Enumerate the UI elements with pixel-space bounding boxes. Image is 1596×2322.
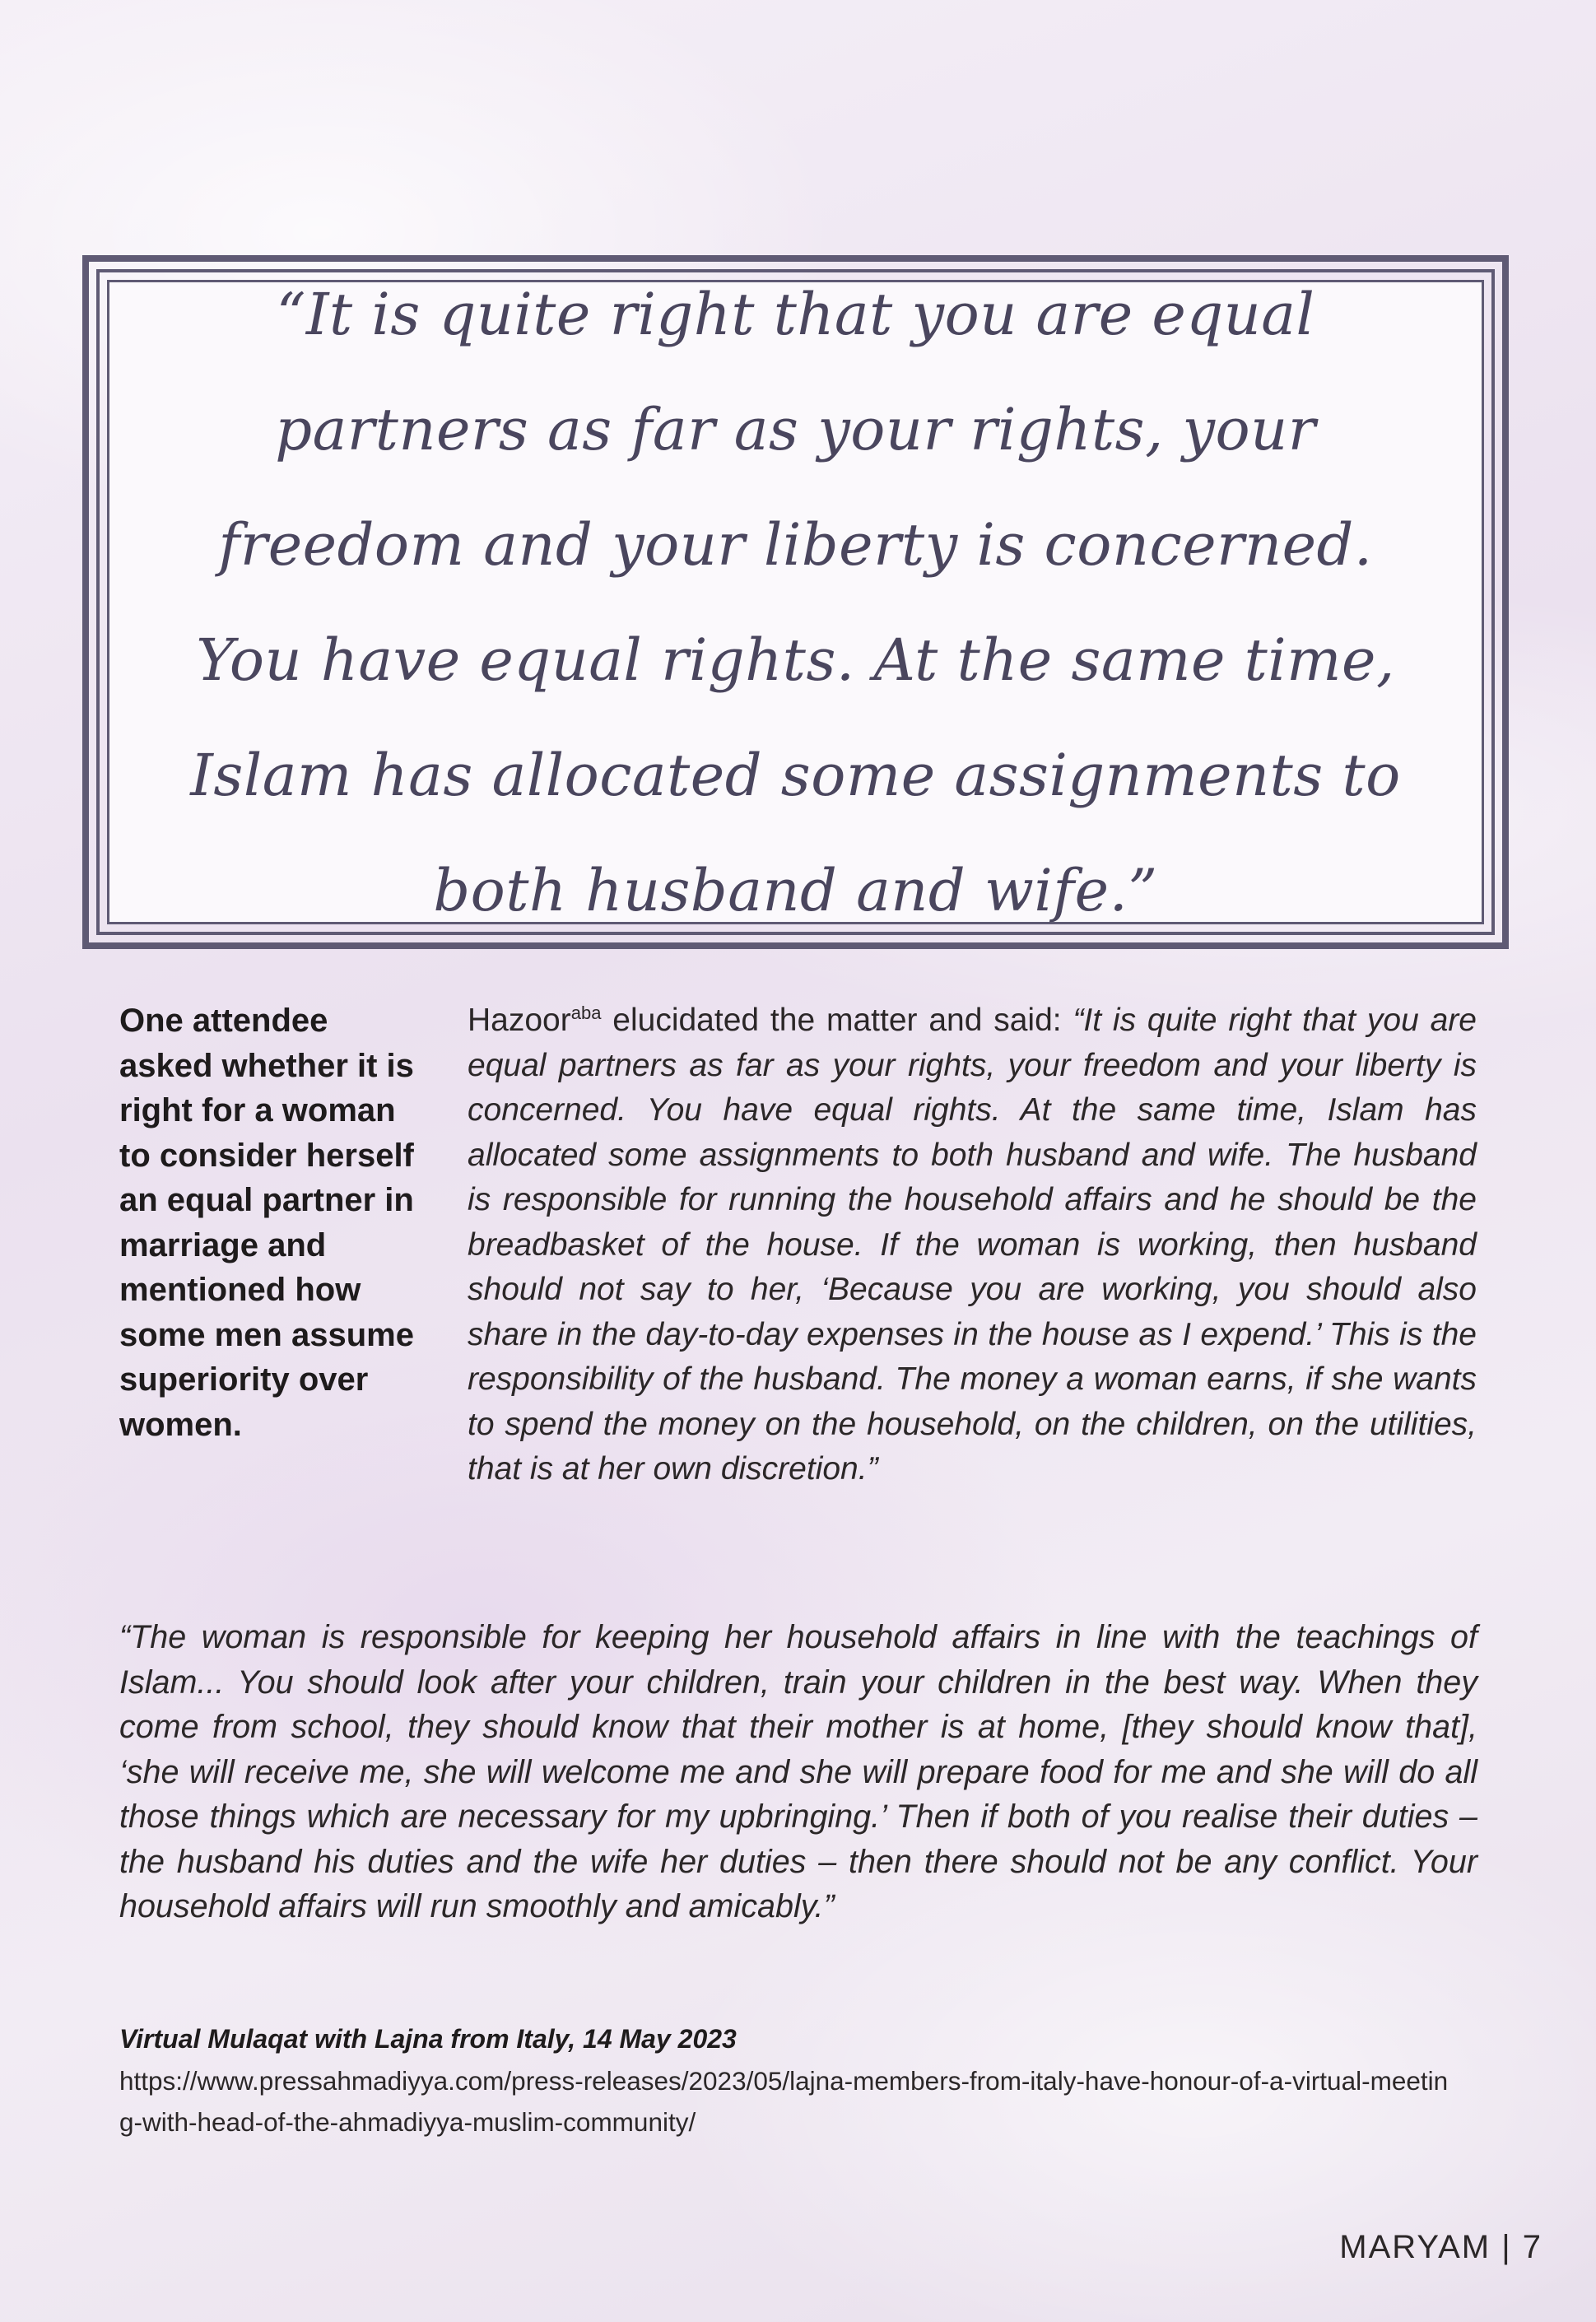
main-quote-text: “It is quite right that you are equal partners as far as your rights, your freedom and your liberty is concerned. You have equal rights. At the same time, Islam has allocated some assignments to both husband and wife. The husband is responsible for running the household affairs and he should be the breadbasket of the house. If the woman is working, then husband should not say to her, ‘Because you are working, you should also share in the day-to-day expenses in the house as I expend.’ This is the responsibility of the husband. The money a woman earns, if she wants to spend the money on the household, on the children, on the utilities, that is at her own discretion.”: [468, 1003, 1477, 1487]
pull-quote-text: “It is quite right that you are equal partners as far as your rights, your freedom and your liberty is concerned. You have equal rights. At the same time, Islam has allocated some assignments to both husband and wife.”: [190, 280, 1401, 924]
page-footer: MARYAM | 7: [1339, 2229, 1542, 2265]
pull-quote-frame: [82, 255, 1509, 949]
lead-in-text: elucidated the matter and said:: [601, 1003, 1073, 1038]
second-paragraph: “The woman is responsible for keeping her household affairs in line with the teachings of Islam... You should look after your children, train your children in the best way. When they come from school, they should know that their mother is at home, [they should know that], ‘she will receive me, she will welcome me and she will prepare food for me and she will do all those things which are necessary for my upbringing.’ Then if both of you realise their duties – the husband his duties and the wife her duties – then there should not be any conflict. Your household affairs will run smoothly and amicably.”: [119, 1619, 1477, 1924]
pull-quote-frame-middle: [96, 269, 1495, 935]
speaker-name: Hazoor: [468, 1003, 571, 1038]
source-link[interactable]: https://www.pressahmadiyya.com/press-releases/2023/05/lajna-members-from-italy-have-honour-of-a-virtual-meeting-with-head-of-the-ahmadiyya-muslim-community/: [119, 2066, 1449, 2137]
side-heading: One attendee asked whether it is right for a woman to consider herself an equal partner in marriage and mentioned how some men assume superiority over women.: [119, 1003, 414, 1443]
main-paragraph: [468, 998, 1477, 1492]
source-title: Virtual Mulaqat with Lajna from Italy, 14 May 2023: [119, 2024, 737, 2054]
pull-quote-box: [107, 280, 1484, 924]
speaker-honorific: aba: [570, 1003, 602, 1023]
